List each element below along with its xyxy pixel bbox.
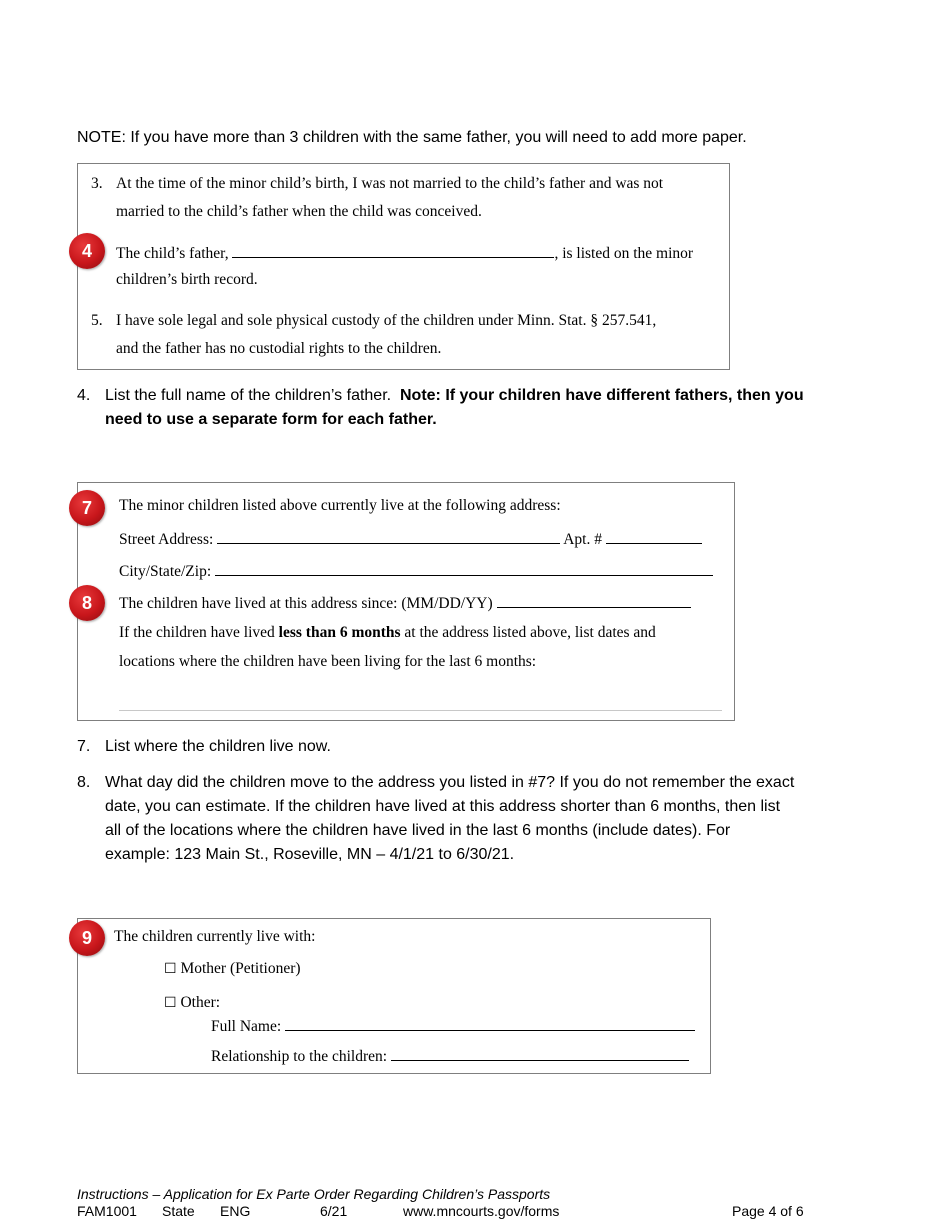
instruction-4-note-2: need to use a separate form for each father.	[105, 411, 437, 428]
since-blank[interactable]	[497, 593, 691, 608]
since-label: The children have lived at this address since: (MM/DD/YY)	[119, 595, 493, 612]
instruction-4-body: List the full name of the children’s father.	[105, 387, 392, 404]
footer-language: ENG	[220, 1203, 251, 1219]
note-text: NOTE: If you have more than 3 children with the same father, you will need to add more paper.	[77, 129, 747, 146]
instruction-4-text	[105, 384, 845, 408]
checkbox-icon[interactable]: ☐	[164, 995, 177, 1011]
footer-url: www.mncourts.gov/forms	[403, 1203, 560, 1219]
form-excerpt-box-3	[77, 918, 711, 1074]
instruction-8-line-2: date, you can estimate. If the children have lived at this address shorter than 6 months, then list	[105, 798, 781, 815]
option-mother-label: Mother (Petitioner)	[180, 960, 301, 977]
item-4-pre: The child’s father,	[116, 245, 229, 262]
instruction-7-number: 7.	[77, 738, 91, 755]
apt-label: Apt. #	[563, 531, 602, 548]
locations-blank[interactable]	[119, 710, 722, 711]
relationship-blank[interactable]	[391, 1046, 689, 1061]
city-row	[119, 561, 713, 581]
item-3-line-2: married to the child’s father when the child was conceived.	[116, 203, 482, 220]
item-4-line-1	[116, 243, 693, 263]
city-label: City/State/Zip:	[119, 563, 212, 580]
step-badge-7: 7	[69, 490, 105, 526]
street-address-label: Street Address:	[119, 531, 214, 548]
apt-blank[interactable]	[606, 529, 702, 544]
step-badge-4: 4	[69, 233, 105, 269]
item-5-line-1: I have sole legal and sole physical custody of the children under Minn. Stat. § 257.541,	[116, 312, 657, 329]
instruction-8-line-1: What day did the children move to the address you listed in #7? If you do not remember the exact	[105, 774, 795, 791]
option-other-label: Other:	[180, 994, 221, 1011]
live-with-intro: The children currently live with:	[114, 928, 316, 945]
option-other[interactable]	[164, 994, 220, 1012]
step-badge-8: 8	[69, 585, 105, 621]
footer-form-number: FAM1001	[77, 1203, 137, 1219]
father-name-blank[interactable]	[232, 243, 554, 258]
relationship-label: Relationship to the children:	[211, 1048, 388, 1065]
street-address-blank[interactable]	[217, 529, 560, 544]
less-than-line-1	[119, 624, 656, 642]
item-4-line-2: children’s birth record.	[116, 271, 258, 288]
street-address-row	[119, 529, 702, 549]
item-5-line-2: and the father has no custodial rights to the children.	[116, 340, 442, 357]
footer-title: Instructions – Application for Ex Parte Order Regarding Children’s Passports	[77, 1186, 551, 1202]
instruction-8-line-3: all of the locations where the children have lived in the last 6 months (include dates). For	[105, 822, 731, 839]
address-intro: The minor children listed above currently live at the following address:	[119, 497, 561, 514]
less-post: at the address listed above, list dates and	[404, 624, 656, 641]
instruction-4-number: 4.	[77, 387, 91, 404]
instruction-4-note: Note: If your children have different fathers, then you	[399, 387, 804, 404]
option-mother[interactable]	[164, 960, 301, 978]
item-3-number: 3.	[91, 175, 103, 192]
step-badge-9: 9	[69, 920, 105, 956]
form-excerpt-box-1	[77, 163, 730, 370]
less-pre: If the children have lived	[119, 624, 275, 641]
instruction-8-number: 8.	[77, 774, 91, 791]
form-excerpt-box-2	[77, 482, 735, 721]
instruction-7-text: List where the children live now.	[105, 738, 331, 755]
item-4-post: , is listed on the minor	[554, 245, 694, 262]
less-bold: less than 6 months	[278, 624, 401, 641]
instruction-8-line-4: example: 123 Main St., Roseville, MN – 4/1/21 to 6/30/21.	[105, 846, 515, 863]
footer-page-number: Page 4 of 6	[732, 1203, 804, 1219]
city-blank[interactable]	[215, 561, 713, 576]
item-5-number: 5.	[91, 312, 103, 329]
checkbox-icon[interactable]: ☐	[164, 961, 177, 977]
item-3-line-1: At the time of the minor child’s birth, I was not married to the child’s father and was not	[116, 175, 664, 192]
less-than-line-2: locations where the children have been living for the last 6 months:	[119, 653, 537, 670]
footer-date: 6/21	[320, 1203, 348, 1219]
full-name-label: Full Name:	[211, 1018, 282, 1035]
since-row	[119, 593, 691, 613]
relationship-row	[211, 1046, 689, 1066]
full-name-row	[211, 1016, 695, 1036]
footer-state: State	[162, 1203, 195, 1219]
full-name-blank[interactable]	[285, 1016, 695, 1031]
